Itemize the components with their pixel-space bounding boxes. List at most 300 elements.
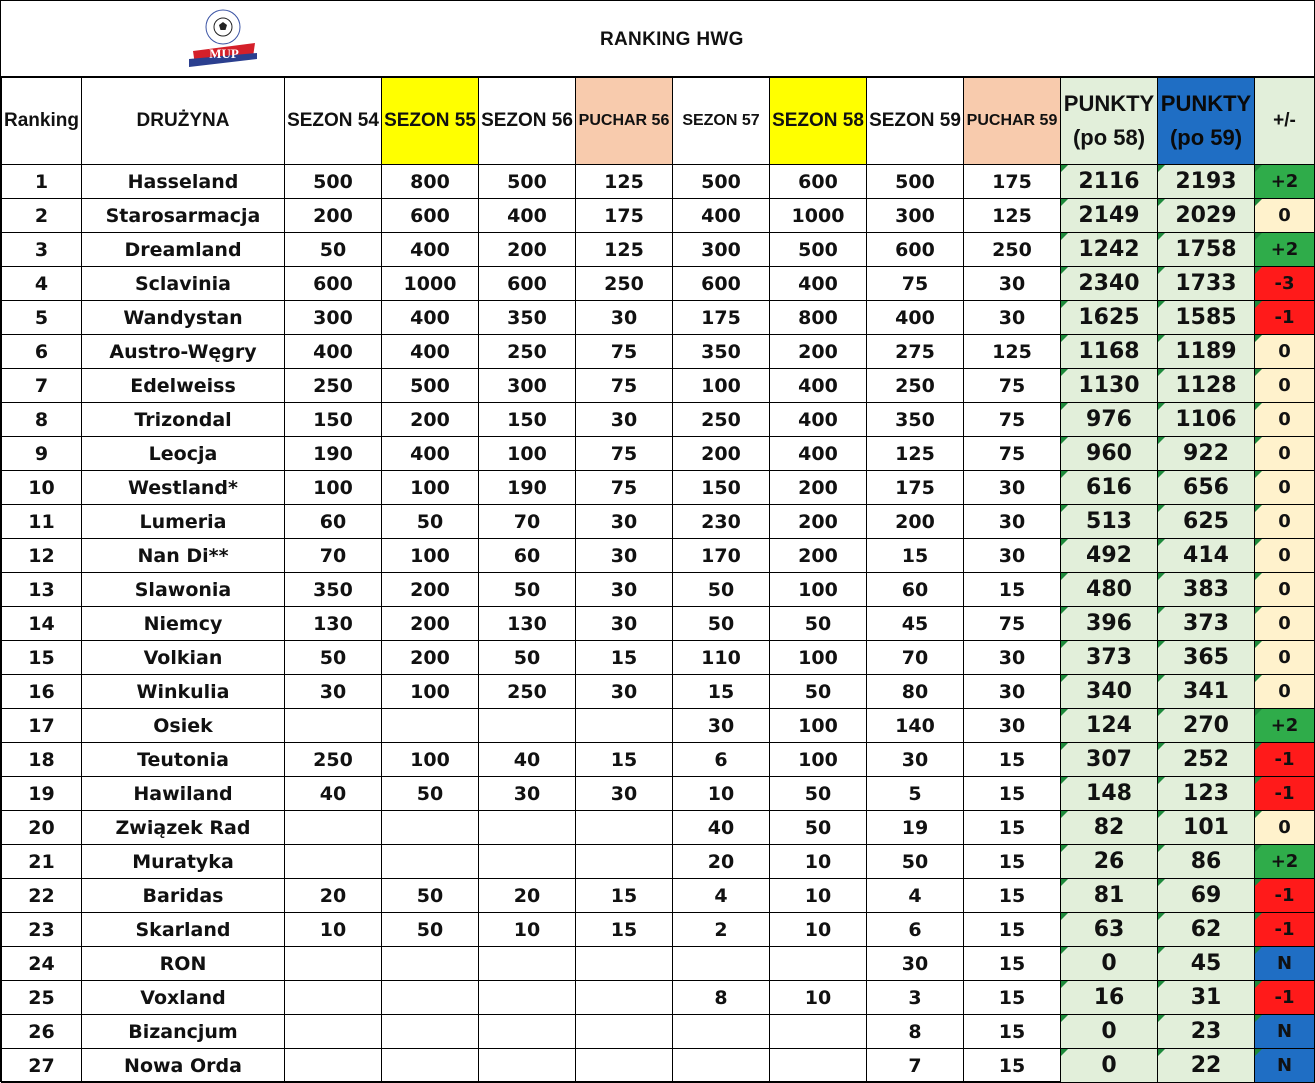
column-header-label: SEZON 59 — [869, 110, 961, 131]
rank-cell: 21 — [2, 845, 82, 879]
table-cell: 100 — [382, 675, 479, 709]
table-row — [2, 335, 1315, 369]
cell-flag-icon — [1255, 301, 1262, 308]
cell-flag-icon — [1061, 879, 1068, 886]
points-cell: 86 — [1158, 845, 1255, 879]
points-cell: 2116 — [1061, 165, 1158, 199]
change-cell: 0 — [1255, 607, 1315, 641]
table-cell — [285, 981, 382, 1015]
cell-flag-icon — [1061, 709, 1068, 716]
points-cell: 960 — [1061, 437, 1158, 471]
table-cell — [770, 947, 867, 981]
column-header-label: PUNKTY — [1160, 91, 1252, 116]
column-header-label: SEZON 55 — [384, 110, 476, 131]
table-cell — [479, 1015, 576, 1049]
team-name-cell: Muratyka — [82, 845, 285, 879]
cell-flag-icon — [1061, 267, 1068, 274]
rank-cell: 23 — [2, 913, 82, 947]
table-cell: 15 — [964, 743, 1061, 777]
column-header-7 — [770, 78, 867, 165]
table-cell: 15 — [576, 743, 673, 777]
points-cell: 148 — [1061, 777, 1158, 811]
points-cell: 307 — [1061, 743, 1158, 777]
rank-cell: 3 — [2, 233, 82, 267]
table-cell: 75 — [964, 437, 1061, 471]
change-cell: -1 — [1255, 913, 1315, 947]
points-cell: 373 — [1061, 641, 1158, 675]
column-header-4 — [479, 78, 576, 165]
points-cell: 82 — [1061, 811, 1158, 845]
table-cell: 15 — [964, 811, 1061, 845]
column-header-label: Ranking — [4, 110, 79, 131]
table-cell: 200 — [479, 233, 576, 267]
table-cell: 250 — [964, 233, 1061, 267]
table-cell: 20 — [285, 879, 382, 913]
table-cell: 4 — [673, 879, 770, 913]
cell-flag-icon — [1255, 1015, 1262, 1022]
cell-flag-icon — [1158, 913, 1165, 920]
table-cell: 500 — [770, 233, 867, 267]
table-cell — [382, 811, 479, 845]
table-cell: 30 — [576, 607, 673, 641]
cell-flag-icon — [1061, 1049, 1068, 1056]
points-cell: 656 — [1158, 471, 1255, 505]
table-cell: 30 — [576, 777, 673, 811]
table-cell: 200 — [770, 335, 867, 369]
points-cell: 625 — [1158, 505, 1255, 539]
table-row — [2, 437, 1315, 471]
table-cell: 600 — [382, 199, 479, 233]
cell-flag-icon — [1061, 165, 1068, 172]
table-cell: 175 — [673, 301, 770, 335]
column-header-0 — [2, 78, 82, 165]
table-cell: 60 — [479, 539, 576, 573]
table-cell: 600 — [673, 267, 770, 301]
team-name-cell: Bizancjum — [82, 1015, 285, 1049]
table-cell: 30 — [964, 641, 1061, 675]
change-cell: 0 — [1255, 573, 1315, 607]
table-cell — [285, 845, 382, 879]
cell-flag-icon — [1255, 403, 1262, 410]
table-cell: 125 — [867, 437, 964, 471]
table-cell: 40 — [479, 743, 576, 777]
cell-flag-icon — [1061, 607, 1068, 614]
cell-flag-icon — [1255, 743, 1262, 750]
table-cell: 200 — [382, 573, 479, 607]
table-cell: 500 — [867, 165, 964, 199]
table-cell: 8 — [867, 1015, 964, 1049]
cell-flag-icon — [1158, 505, 1165, 512]
table-cell — [382, 981, 479, 1015]
table-cell — [673, 947, 770, 981]
column-header-9 — [964, 78, 1061, 165]
table-cell: 500 — [673, 165, 770, 199]
rank-cell: 24 — [2, 947, 82, 981]
table-cell: 400 — [382, 437, 479, 471]
table-cell: 125 — [576, 233, 673, 267]
column-header-1 — [82, 78, 285, 165]
cell-flag-icon — [1061, 335, 1068, 342]
table-cell: 15 — [964, 879, 1061, 913]
points-cell: 69 — [1158, 879, 1255, 913]
cell-flag-icon — [1061, 845, 1068, 852]
cell-flag-icon — [1158, 709, 1165, 716]
table-cell: 600 — [770, 165, 867, 199]
table-row — [2, 233, 1315, 267]
cell-flag-icon — [1061, 233, 1068, 240]
table-cell — [479, 981, 576, 1015]
cell-flag-icon — [1158, 607, 1165, 614]
table-cell: 300 — [673, 233, 770, 267]
change-cell: 0 — [1255, 403, 1315, 437]
points-cell: 2029 — [1158, 199, 1255, 233]
points-cell: 2340 — [1061, 267, 1158, 301]
table-cell: 10 — [770, 845, 867, 879]
table-cell: 60 — [285, 505, 382, 539]
table-cell: 10 — [479, 913, 576, 947]
table-cell: 30 — [964, 709, 1061, 743]
table-cell: 125 — [576, 165, 673, 199]
table-cell: 15 — [673, 675, 770, 709]
column-header-5 — [576, 78, 673, 165]
points-cell: 123 — [1158, 777, 1255, 811]
change-cell: N — [1255, 1015, 1315, 1049]
table-cell: 275 — [867, 335, 964, 369]
table-cell: 30 — [867, 743, 964, 777]
cell-flag-icon — [1061, 539, 1068, 546]
table-cell: 500 — [382, 369, 479, 403]
rank-cell: 2 — [2, 199, 82, 233]
table-cell — [479, 947, 576, 981]
team-name-cell: Baridas — [82, 879, 285, 913]
table-row — [2, 913, 1315, 947]
table-cell: 30 — [673, 709, 770, 743]
table-cell: 400 — [285, 335, 382, 369]
rank-cell: 12 — [2, 539, 82, 573]
team-name-cell: RON — [82, 947, 285, 981]
table-cell: 150 — [479, 403, 576, 437]
column-header-2 — [285, 78, 382, 165]
table-cell: 250 — [285, 743, 382, 777]
table-cell: 15 — [964, 947, 1061, 981]
rank-cell: 6 — [2, 335, 82, 369]
points-cell: 2149 — [1061, 199, 1158, 233]
cell-flag-icon — [1158, 335, 1165, 342]
table-cell: 30 — [576, 675, 673, 709]
points-cell: 101 — [1158, 811, 1255, 845]
table-cell: 100 — [770, 641, 867, 675]
table-cell — [673, 1049, 770, 1083]
rank-cell: 1 — [2, 165, 82, 199]
team-name-cell: Trizondal — [82, 403, 285, 437]
change-cell: -1 — [1255, 879, 1315, 913]
points-cell: 2193 — [1158, 165, 1255, 199]
points-cell: 492 — [1061, 539, 1158, 573]
points-cell: 1585 — [1158, 301, 1255, 335]
team-name-cell: Lumeria — [82, 505, 285, 539]
change-cell: -1 — [1255, 981, 1315, 1015]
table-cell: 50 — [382, 505, 479, 539]
table-cell: 75 — [964, 403, 1061, 437]
table-cell — [770, 1049, 867, 1083]
table-cell: 250 — [479, 675, 576, 709]
cell-flag-icon — [1061, 199, 1068, 206]
table-row — [2, 981, 1315, 1015]
cell-flag-icon — [1158, 267, 1165, 274]
column-header-label: +/- — [1273, 110, 1296, 131]
table-cell: 50 — [285, 233, 382, 267]
cell-flag-icon — [1061, 403, 1068, 410]
table-cell: 250 — [285, 369, 382, 403]
table-cell: 30 — [285, 675, 382, 709]
column-header-label: SEZON 57 — [682, 112, 760, 129]
column-header-3 — [382, 78, 479, 165]
team-name-cell: Slawonia — [82, 573, 285, 607]
cell-flag-icon — [1255, 267, 1262, 274]
table-cell: 2 — [673, 913, 770, 947]
table-cell: 400 — [770, 403, 867, 437]
table-cell: 30 — [576, 301, 673, 335]
cell-flag-icon — [1255, 1049, 1262, 1056]
points-cell: 22 — [1158, 1049, 1255, 1083]
rank-cell: 19 — [2, 777, 82, 811]
change-cell: +2 — [1255, 233, 1315, 267]
rank-cell: 17 — [2, 709, 82, 743]
points-cell: 1128 — [1158, 369, 1255, 403]
table-cell: 600 — [479, 267, 576, 301]
points-cell: 23 — [1158, 1015, 1255, 1049]
points-cell: 26 — [1061, 845, 1158, 879]
cell-flag-icon — [1158, 233, 1165, 240]
column-header-label: SEZON 56 — [481, 110, 573, 131]
table-row — [2, 573, 1315, 607]
cell-flag-icon — [1255, 607, 1262, 614]
points-cell: 1625 — [1061, 301, 1158, 335]
table-cell: 40 — [673, 811, 770, 845]
table-cell — [285, 1049, 382, 1083]
table-cell: 15 — [964, 913, 1061, 947]
team-name-cell: Starosarmacja — [82, 199, 285, 233]
table-cell: 400 — [770, 267, 867, 301]
table-cell — [285, 1015, 382, 1049]
table-cell — [382, 1015, 479, 1049]
points-cell: 31 — [1158, 981, 1255, 1015]
table-cell: 50 — [673, 607, 770, 641]
table-cell — [479, 811, 576, 845]
table-cell: 500 — [479, 165, 576, 199]
table-cell: 100 — [673, 369, 770, 403]
rank-cell: 5 — [2, 301, 82, 335]
column-header-label: SEZON 58 — [772, 110, 864, 131]
table-cell: 15 — [964, 573, 1061, 607]
cell-flag-icon — [1061, 641, 1068, 648]
cell-flag-icon — [1255, 777, 1262, 784]
cell-flag-icon — [1255, 539, 1262, 546]
table-cell: 800 — [382, 165, 479, 199]
table-cell: 100 — [770, 709, 867, 743]
rank-cell: 22 — [2, 879, 82, 913]
team-name-cell: Edelweiss — [82, 369, 285, 403]
column-header-6 — [673, 78, 770, 165]
table-cell: 125 — [964, 335, 1061, 369]
table-cell: 350 — [673, 335, 770, 369]
table-cell: 15 — [964, 981, 1061, 1015]
table-cell — [576, 845, 673, 879]
table-cell: 175 — [576, 199, 673, 233]
table-cell: 100 — [382, 743, 479, 777]
rank-cell: 15 — [2, 641, 82, 675]
table-cell: 75 — [576, 437, 673, 471]
table-cell — [576, 947, 673, 981]
table-cell: 75 — [964, 607, 1061, 641]
points-cell: 365 — [1158, 641, 1255, 675]
table-cell: 100 — [770, 573, 867, 607]
rank-cell: 10 — [2, 471, 82, 505]
cell-flag-icon — [1158, 1015, 1165, 1022]
table-cell: 10 — [770, 981, 867, 1015]
rank-cell: 9 — [2, 437, 82, 471]
points-cell: 1106 — [1158, 403, 1255, 437]
cell-flag-icon — [1255, 913, 1262, 920]
table-cell: 4 — [867, 879, 964, 913]
table-row — [2, 505, 1315, 539]
table-cell: 800 — [770, 301, 867, 335]
cell-flag-icon — [1255, 505, 1262, 512]
table-cell — [382, 709, 479, 743]
table-cell: 400 — [479, 199, 576, 233]
table-cell: 190 — [479, 471, 576, 505]
table-cell — [382, 947, 479, 981]
points-cell: 16 — [1061, 981, 1158, 1015]
table-cell: 200 — [285, 199, 382, 233]
column-header-label: SEZON 54 — [287, 110, 379, 131]
table-cell: 5 — [867, 777, 964, 811]
table-cell: 50 — [285, 641, 382, 675]
team-name-cell: Niemcy — [82, 607, 285, 641]
table-cell: 400 — [382, 233, 479, 267]
table-cell: 30 — [964, 539, 1061, 573]
team-name-cell: Westland* — [82, 471, 285, 505]
table-cell: 250 — [576, 267, 673, 301]
cell-flag-icon — [1061, 369, 1068, 376]
team-name-cell: Winkulia — [82, 675, 285, 709]
points-cell: 383 — [1158, 573, 1255, 607]
rank-cell: 25 — [2, 981, 82, 1015]
change-cell: 0 — [1255, 437, 1315, 471]
points-cell: 0 — [1061, 1015, 1158, 1049]
cell-flag-icon — [1061, 947, 1068, 954]
table-cell — [576, 1015, 673, 1049]
points-cell: 1733 — [1158, 267, 1255, 301]
cell-flag-icon — [1061, 981, 1068, 988]
table-row — [2, 811, 1315, 845]
table-cell: 600 — [285, 267, 382, 301]
table-cell: 130 — [285, 607, 382, 641]
cell-flag-icon — [1255, 369, 1262, 376]
cell-flag-icon — [1255, 709, 1262, 716]
points-cell: 1168 — [1061, 335, 1158, 369]
points-cell: 1130 — [1061, 369, 1158, 403]
table-cell: 1000 — [770, 199, 867, 233]
points-cell: 62 — [1158, 913, 1255, 947]
cell-flag-icon — [1158, 777, 1165, 784]
cell-flag-icon — [1158, 369, 1165, 376]
points-cell: 124 — [1061, 709, 1158, 743]
column-header-label: PUCHAR 59 — [966, 112, 1058, 129]
header-row — [2, 78, 1315, 165]
table-cell: 200 — [382, 403, 479, 437]
column-header-sublabel: (po 59) — [1169, 125, 1243, 150]
change-cell: -3 — [1255, 267, 1315, 301]
table-cell: 45 — [867, 607, 964, 641]
table-cell: 15 — [964, 1015, 1061, 1049]
cell-flag-icon — [1158, 981, 1165, 988]
table-cell: 3 — [867, 981, 964, 1015]
table-cell: 10 — [285, 913, 382, 947]
change-cell: -1 — [1255, 743, 1315, 777]
table-cell: 30 — [964, 675, 1061, 709]
cell-flag-icon — [1158, 403, 1165, 410]
table-cell: 75 — [867, 267, 964, 301]
cell-flag-icon — [1255, 471, 1262, 478]
rank-cell: 7 — [2, 369, 82, 403]
table-cell: 50 — [770, 777, 867, 811]
cell-flag-icon — [1255, 879, 1262, 886]
change-cell: N — [1255, 1049, 1315, 1083]
table-cell: 230 — [673, 505, 770, 539]
change-cell: +2 — [1255, 709, 1315, 743]
team-name-cell: Austro-Węgry — [82, 335, 285, 369]
table-cell: 400 — [382, 335, 479, 369]
cell-flag-icon — [1158, 845, 1165, 852]
cell-flag-icon — [1061, 573, 1068, 580]
table-cell: 15 — [576, 641, 673, 675]
cell-flag-icon — [1061, 777, 1068, 784]
cell-flag-icon — [1061, 1015, 1068, 1022]
table-cell: 400 — [382, 301, 479, 335]
cell-flag-icon — [1255, 981, 1262, 988]
table-cell: 7 — [867, 1049, 964, 1083]
points-cell: 0 — [1061, 947, 1158, 981]
table-cell — [285, 947, 382, 981]
logo-text: MUP — [209, 46, 239, 61]
table-cell: 400 — [770, 369, 867, 403]
table-cell: 200 — [770, 471, 867, 505]
points-cell: 373 — [1158, 607, 1255, 641]
cell-flag-icon — [1061, 301, 1068, 308]
table-cell: 70 — [867, 641, 964, 675]
table-row — [2, 403, 1315, 437]
column-header-8 — [867, 78, 964, 165]
table-cell: 30 — [576, 539, 673, 573]
table-row — [2, 947, 1315, 981]
table-cell: 50 — [382, 913, 479, 947]
table-cell: 30 — [576, 505, 673, 539]
table-cell: 250 — [673, 403, 770, 437]
points-cell: 414 — [1158, 539, 1255, 573]
team-name-cell: Voxland — [82, 981, 285, 1015]
table-cell: 150 — [285, 403, 382, 437]
table-cell: 70 — [285, 539, 382, 573]
table-row — [2, 539, 1315, 573]
points-cell: 480 — [1061, 573, 1158, 607]
table-cell: 20 — [479, 879, 576, 913]
change-cell: +2 — [1255, 165, 1315, 199]
cell-flag-icon — [1061, 811, 1068, 818]
sheet-header — [1, 1, 1314, 77]
cell-flag-icon — [1158, 539, 1165, 546]
table-row — [2, 675, 1315, 709]
